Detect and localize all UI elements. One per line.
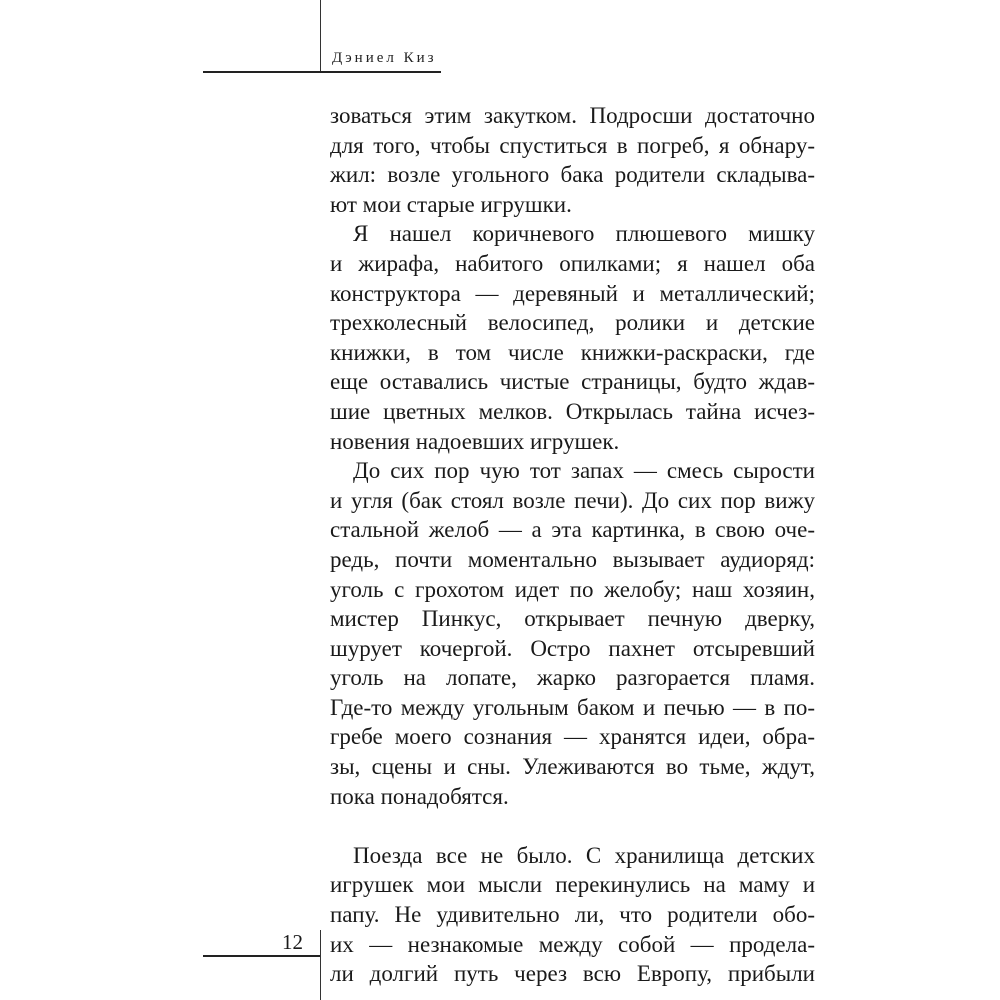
- text-line: зоваться этим закутком. Подросши достаточно: [330, 103, 815, 128]
- text-line: новения надоевших игрушек.: [330, 428, 620, 454]
- text-line: еще оставались чистые страницы, будто ждав-: [330, 369, 815, 395]
- text-line: ют мои старые игрушки.: [330, 191, 572, 217]
- text-line: уголь с грохотом идет по желобу; наш хозяин,: [330, 576, 815, 602]
- section-break: [330, 811, 815, 841]
- text-line: гребе моего сознания — хранятся идеи, обра-: [330, 724, 815, 750]
- text-line: шие цветных мелков. Открылась тайна исчез-: [330, 398, 815, 424]
- text-line: конструктора — деревяный и металлический;: [330, 280, 815, 306]
- running-head-author: Дэниел Киз: [332, 50, 437, 66]
- text-line: шурует кочергой. Остро пахнет отсыревший: [330, 635, 815, 661]
- text-line: книжки, в том числе книжки-раскраски, где: [330, 339, 815, 365]
- text-line: пока понадобятся.: [330, 783, 509, 809]
- text-line: игрушек мои мысли перекинулись на маму и: [330, 872, 815, 898]
- text-line: Поезда все не было. С хранилища детских: [353, 842, 815, 868]
- top-vertical-rule: [320, 0, 321, 72]
- text-line: жил: возле угольного бака родители складыва-: [330, 162, 815, 188]
- text-line: и жирафа, набитого опилками; я нашел оба: [330, 250, 815, 276]
- text-line: До сих пор чую тот запах — смесь сырости: [353, 458, 815, 484]
- text-line: Я нашел коричневого плюшевого мишку: [353, 221, 815, 247]
- text-line: и угля (бак стоял возле печи). До сих пор вижу: [330, 487, 815, 513]
- text-line: папу. Не удивительно ли, что родители обо-: [330, 902, 815, 928]
- header-rule: [203, 71, 441, 73]
- text-line: зы, сцены и сны. Улеживаются во тьме, ждут,: [330, 754, 815, 780]
- text-line: мистер Пинкус, открывает печную дверку,: [330, 606, 815, 632]
- text-line: редь, почти моментально вызывает аудиоряд:: [330, 546, 815, 572]
- body-text: [330, 101, 815, 989]
- text-line: уголь на лопате, жарко разгорается пламя.: [330, 665, 815, 691]
- bottom-vertical-rule: [320, 930, 321, 1000]
- text-line: их — незнакомые между собой — продела-: [330, 931, 815, 957]
- text-line: ли долгий путь через всю Европу, прибыли: [330, 961, 815, 987]
- text-line: стальной желоб — а эта картинка, в свою оче-: [330, 517, 815, 543]
- text-line: Где-то между угольным баком и печью — в по-: [330, 694, 815, 720]
- page-number: 12: [282, 930, 303, 954]
- footer-rule: [203, 955, 320, 957]
- text-line: трехколесный велосипед, ролики и детские: [330, 310, 815, 336]
- text-line: для того, чтобы спуститься в погреб, я обнару-: [330, 132, 815, 158]
